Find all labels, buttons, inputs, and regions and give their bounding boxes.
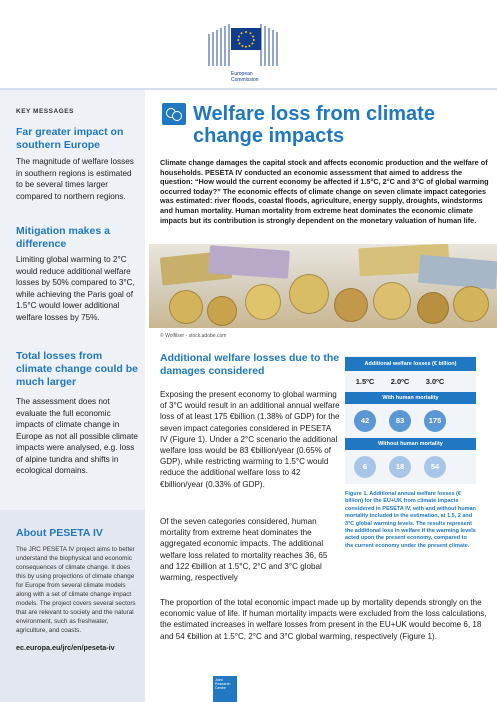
key-message-heading-2: Mitigation makes a difference [16, 225, 110, 250]
photo-credit: © Wolfilser - stock.adobe.com [160, 333, 227, 339]
temp-label-2-0: 2.0ºC [390, 377, 410, 386]
with-mortality-value-3-0: 175 [424, 410, 446, 432]
european-commission-logo [205, 20, 281, 76]
temp-label-1-5: 1.5ºC [355, 377, 375, 386]
without-mortality-value-3-0: 54 [424, 456, 446, 478]
body-paragraph-3: The proportion of the total economic impact made up by mortality depends strongly on the economic value of life. If human mortality impacts were excluded from the loss calculations, the estimated increases in welfare losses from present in the EU+UK would become 6, 18 and 54 €billion at 1.5°C, 2°C and 3°C global warming, respectively (Figure 1). [160, 598, 487, 641]
eu-flag-icon [231, 28, 261, 50]
key-message-heading-3: Total losses from climate change could be much larger [16, 350, 138, 388]
figure-header: Additional welfare losses (€ billion) [345, 357, 476, 371]
key-message-heading-1: Far greater impact on southern Europe [16, 126, 124, 151]
without-mortality-value-2-0: 18 [389, 456, 411, 478]
body-paragraph-1: Exposing the present economy to global warming of 3°C would result in an additional annual welfare loss of at least 175 €billion (1.38% of GDP) for the seven impact categories considered in PESETA IV (Figure 1). Under a 2°C scenario the additional welfare loss would be 83 €billion/year (0.65% of GDP), while restricting warming to 1.5°C would reduce the additional welfare loss to 42 €billion/year (0.33% of GDP). [160, 390, 340, 489]
without-mortality-band: Without human mortality [345, 438, 476, 450]
intro-paragraph: Climate change damages the capital stock and affects economic production and the welfare of households. PESETA IV conducted an economic assessment that aimed to address the question: “How would the current economy be affected if 1.5°C, 2°C and 3°C of global warming occurred today?” The economic effects of climate change on seven climate impact categories was estimated: river floods, coastal floods, agriculture, energy supply, droughts, windstorms and human mortality. Human mortality from extreme heat dominates the economic climate impacts but its contribution is strongly dependent on the monetary valuation of human life. [160, 158, 489, 225]
body-paragraph-2: Of the seven categories considered, human mortality from extreme heat dominates the aggregated economic impacts. The additional welfare loss related to mortality reaches 36, 65 and 122 €billion at 1.5°C, 2°C and 3°C global warming, respectively [160, 517, 328, 583]
key-message-text-1: The magnitude of welfare losses in southern regions is estimated to be several times larger compared to northern regions. [16, 157, 134, 201]
with-mortality-band: With human mortality [345, 392, 476, 404]
page-title: Welfare loss from climate change impacts [193, 103, 435, 147]
figure-caption: Figure 1. Additional annual welfare losses (€ billion) for the EU+UK from climate impacts considered in PESETA IV, with and without human mortality included in the estimation, at 1.5, 2 and 3°C global warming levels. The results represent the additional loss in welfare if the warming levels acted upon the present economy, compared to the current economy under the present climate. [345, 491, 476, 549]
key-message-text-2: Limiting global warming to 2°C would reduce additional welfare losses by 50% compared to 3°C, while achieving the Paris goal of 1.5°C would lower additional welfare losses by 75%. [16, 255, 135, 322]
peseta-link[interactable]: ec.europa.eu/jrc/en/peseta-iv [16, 643, 115, 652]
european-commission-caption: European Commission [231, 71, 259, 83]
euro-money-photo [149, 244, 497, 328]
page-header [0, 0, 497, 90]
jrc-logo: Joint Research Centre [213, 676, 237, 702]
with-mortality-value-1-5: 42 [354, 410, 376, 432]
euro-coins-icon [162, 103, 186, 125]
section-heading: Additional welfare losses due to the damages considered [160, 352, 340, 377]
key-messages-label: KEY MESSAGES [16, 108, 74, 115]
about-heading: About PESETA IV [16, 527, 103, 539]
about-text: The JRC PESETA IV project aims to better understand the biophysical and economic consequences of climate change. It does this by using projections of climate change for Europe from several climate models along with a set of climate change impact models. The project covers several sectors that are relevant to society and the natural environment, such as freshwater, agriculture, and coasts. [16, 546, 136, 634]
key-message-text-3: The assessment does not evaluate the full economic impacts of climate change in Europe as not all possible climate impacts were analysed, e.g. loss of alpine tundra and shifts in ecological domains. [16, 397, 138, 475]
with-mortality-value-2-0: 83 [389, 410, 411, 432]
without-mortality-value-1-5: 6 [354, 456, 376, 478]
temp-label-3-0: 3.0ºC [425, 377, 445, 386]
